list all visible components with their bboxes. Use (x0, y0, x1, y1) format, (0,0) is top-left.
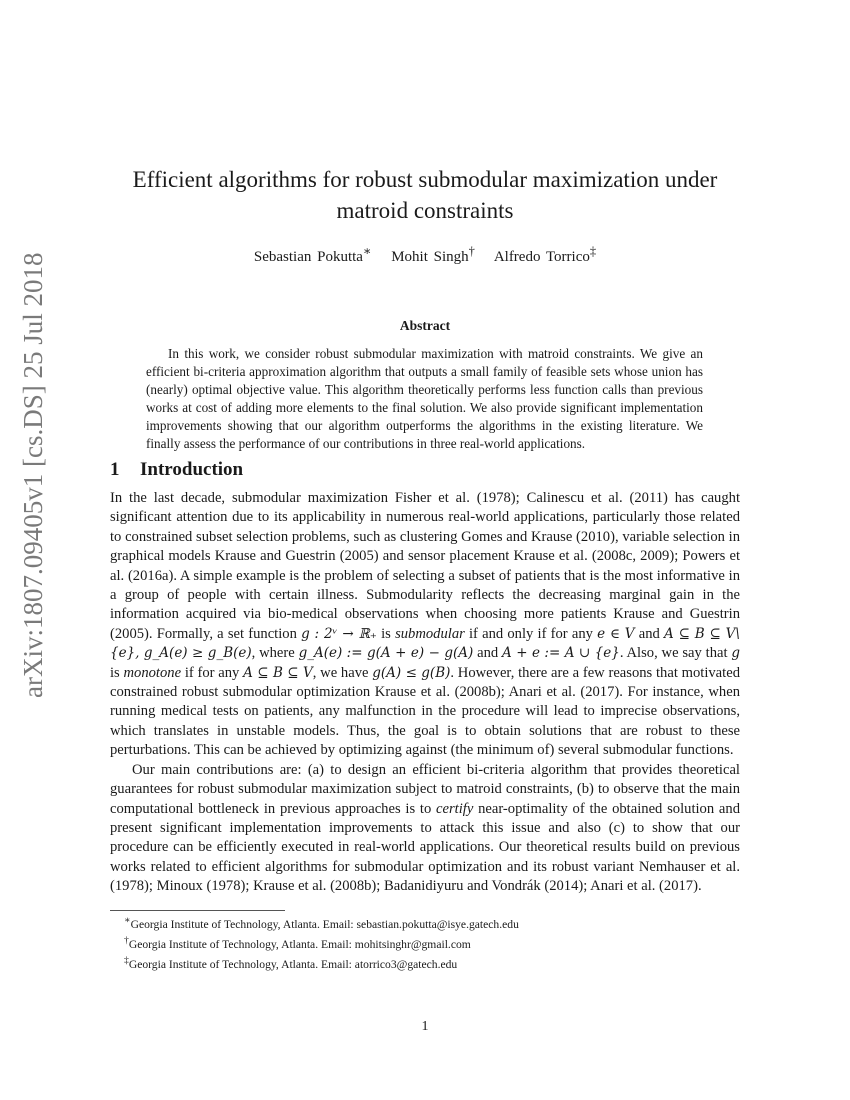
emphasis: monotone (123, 664, 182, 681)
emphasis: certify (436, 800, 474, 817)
emphasis: submodular (395, 625, 465, 642)
text-run: In the last decade, submodular maximization Fisher et al. (1978); Calinescu et al. (2011) has caught significant attention due to its applicability in numerous real-world applications, particularly those related to constrained subset selection problems, such as clustering Gomes and Krause (2010), variable selection in graphical models Krause and Guestrin (2005) and sensor placement Krause et al. (2008c, 2009); Powers et al. (2016a). A simple example is the problem of selecting a subset of patients that is the most informative in a group of people with certain illness. Submodularity reflects the decreasing marginal gain in the information acquired via bio-medical observations when choosing more patients Krause and Guestrin (2005). Formally, a set function (110, 490, 740, 642)
footnote (124, 933, 754, 953)
author-footnote-mark: † (468, 244, 475, 258)
text-run: Our main contributions are: (a) to design an efficient bi-criteria algorithm that provides theoretical guarantees for robust submodular maximization subject to matroid constraints, (b) to observe that the main computational bottleneck in previous approaches is to (110, 761, 740, 817)
author-footnote-mark: ∗ (362, 244, 372, 258)
section-heading (110, 459, 243, 481)
text-run: if for any (181, 664, 244, 681)
text-run: is (376, 625, 396, 642)
math-inline: A ⊆ B ⊆ V (243, 664, 313, 681)
author-name: Alfredo Torrico (493, 249, 590, 265)
footnote-rule (110, 910, 285, 911)
text-run: near-optimality of the obtained solution and present significant implementation improvements to attack this issue and also (c) to show that our procedure can be efficiently executed in real-world applications. Our theoretical results build on previous works related to efficient algorithms for submodular optimization and its robust variant Nemhauser et al. (1978); Minoux (1978); Krause et al. (2008b); Badanidiyuru and Vondrák (2014); Anari et al. (2017). (110, 800, 740, 895)
footnote-text: Georgia Institute of Technology, Atlanta. Email: mohitsinghr@gmail.com (128, 937, 471, 951)
footnote-mark: ∗ (124, 915, 131, 926)
footnote (124, 953, 754, 973)
math-inline: A ⊆ B ⊆ V\{e}, g_A(e) ≥ g_B(e) (110, 625, 740, 662)
footnote-mark: ‡ (124, 954, 129, 966)
math-inline: g : 2ᵛ → ℝ₊ (301, 625, 377, 642)
text-run: , we have (312, 664, 373, 681)
section-number: 1 (110, 459, 120, 480)
body-text (110, 489, 740, 897)
footnote-text: Georgia Institute of Technology, Atlanta. Email: atorrico3@gatech.edu (128, 957, 458, 971)
author-name: Sebastian Pokutta (253, 249, 363, 265)
footnotes (110, 913, 754, 973)
text-run: . However, there are a few reasons that motivated constrained robust submodular optimization Krause et al. (2008b); Anari et al. (2017). For instance, when running medical tests on patients, any malfunction in the procedure will lead to imprecise observations, which translates in unstable models. Thus, the goal is to obtain solutions that are robust to these perturbations. This can be achieved by optimizing against (the minimum of) several submodular functions. (110, 664, 740, 759)
math-inline: g_A(e) := g(A + e) − g(A) (298, 645, 474, 662)
footnote-mark: † (124, 934, 129, 946)
arxiv-identifier: arXiv:1807.09405v1 [cs.DS] 25 Jul 2018 (18, 252, 48, 698)
footnote (124, 913, 754, 933)
text-run: and (634, 625, 665, 642)
section-title: Introduction (140, 459, 244, 480)
math-inline: A + e := A ∪ {e} (501, 645, 620, 662)
math-inline: g(A) ≤ g(B) (372, 664, 451, 681)
math-inline: e ∈ V (597, 625, 635, 642)
text-run: if and only if for any (464, 625, 598, 642)
paragraph (110, 489, 740, 761)
paper-title: Efficient algorithms for robust submodular maximization under matroid constraints (132, 167, 718, 223)
author-name: Mohit Singh (391, 249, 469, 265)
text-run: , where (251, 645, 299, 662)
author-list (100, 243, 750, 266)
footnote-text: Georgia Institute of Technology, Atlanta. Email: sebastian.pokutta@isye.gatech.edu (130, 917, 519, 931)
text-run: is (110, 664, 124, 681)
abstract-text: In this work, we consider robust submodular maximization with matroid constraints. We give an efficient bi-criteria approximation algorithm that outputs a small family of feasible sets whose union has (nearly) optimal objective value. This algorithm theoretically performs less function calls than previous works at cost of adding more elements to the final solution. We also provide significant implementation improvements showing that our algorithm outperforms the algorithms in the existing literature. We finally assess the performance of our contributions in three real-world applications. (146, 346, 703, 451)
text-run: . Also, we say that (619, 645, 732, 662)
text-run: and (473, 645, 502, 662)
math-inline: g (731, 645, 740, 662)
paragraph (110, 761, 740, 897)
abstract-heading: Abstract (399, 318, 451, 333)
author-footnote-mark: ‡ (589, 244, 597, 258)
page-number: 1 (421, 1019, 429, 1034)
